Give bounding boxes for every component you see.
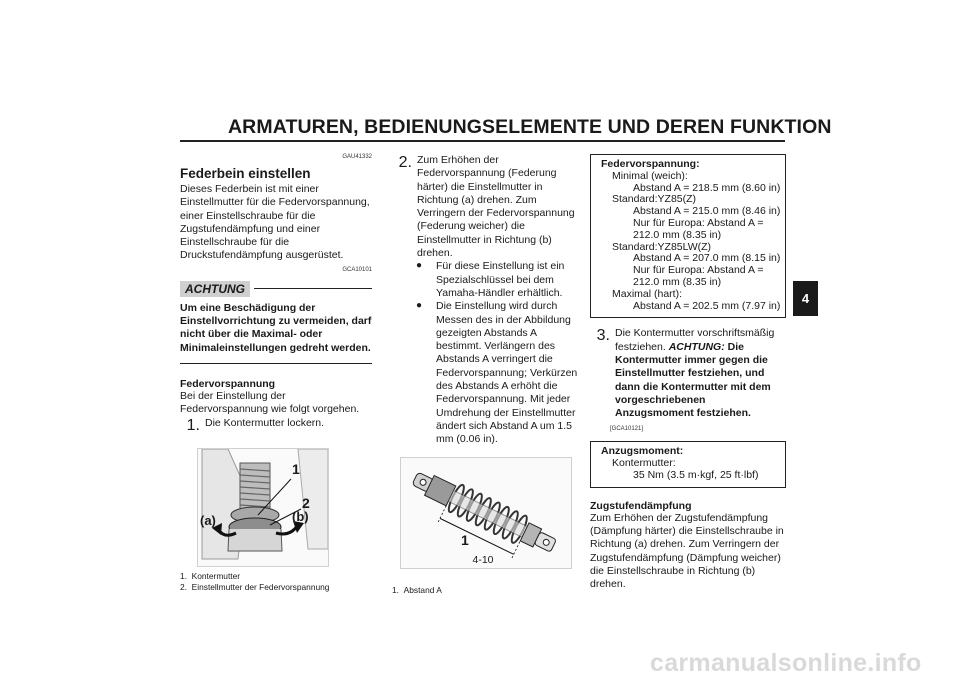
callout-distance-a: 1	[461, 531, 469, 548]
caption-text: Kontermutter	[191, 570, 241, 581]
figure-shock-absorber	[400, 457, 572, 569]
spec-value: Abstand A = 207.0 mm (8.15 in)	[633, 252, 781, 265]
spec-label: Minimal (weich):	[612, 169, 688, 182]
spec-label: Standard:YZ85(Z)	[612, 193, 697, 206]
spec-value: Nur für Europa: Abstand A = 212.0 mm (8.35 in)	[633, 264, 764, 288]
subhead-preload: Federvorspannung	[180, 377, 276, 390]
callout-a: (a)	[200, 512, 216, 528]
warning-code: GCA10101	[342, 266, 372, 273]
rebound-text: Zum Erhöhen der Zugstufendämpfung (Dämpfung härter) die Einstellschraube in Richtung (a) drehen. Zum Verringern der Zugstufendämpfung (Dämpfung weicher) die Einstellschraube in Richtung (b) drehen.	[590, 511, 784, 591]
column-right	[590, 154, 786, 592]
page-number: 4-10	[472, 554, 494, 566]
callout-2: 2	[302, 494, 310, 511]
step-3	[590, 327, 786, 420]
step-number: 2.	[398, 154, 412, 171]
figure-caption-1	[180, 571, 372, 593]
spec-title: Federvorspannung:	[601, 158, 700, 170]
watermark: carmanualsonline.info	[650, 649, 922, 677]
caution-text: Die Kontermutter immer gegen die Einstellmutter festziehen, und dann die Kontermutter mit dem vorgeschriebenen Anzugsmoment festziehen.	[615, 340, 771, 420]
shock-absorber-illustration	[401, 458, 571, 568]
column-left	[180, 154, 372, 593]
figure-locknut	[197, 448, 329, 567]
step-text	[615, 327, 786, 420]
warning-text: Um eine Beschädigung der Einstellvorrichtung zu vermeiden, darf nicht über die Maximal- oder Minimaleinstellungen gedreht werden.	[180, 301, 372, 354]
page-title: ARMATUREN, BEDIENUNGSELEMENTE UND DEREN FUNKTION	[228, 116, 832, 138]
step-2	[392, 154, 582, 260]
step-text: Die Kontermutter lockern.	[205, 416, 325, 429]
spec-value: Abstand A = 218.5 mm (8.60 in)	[633, 181, 781, 194]
caption-number: 1.	[392, 584, 399, 595]
bullet-dot: ●	[416, 300, 423, 312]
warning-header	[180, 281, 372, 297]
figure-caption-2	[392, 585, 582, 596]
intro-text: Dieses Federbein ist mit einer Einstellmutter für die Federvorspannung, einer Einstellschraube für die Zugstufendämpfung und einer Einstellschraube für die Druckstufendämpfung ausgerüstet.	[180, 183, 370, 262]
bullet-dot: ●	[416, 260, 423, 272]
preload-intro: Bei der Einstellung der Federvorspannung wie folgt vorgehen.	[180, 389, 360, 416]
torque-title: Anzugsmoment:	[601, 445, 684, 458]
step-text: Zum Erhöhen der Federvorspannung (Federung härter) die Einstellmutter in Richtung (a) drehen. Zum Verringern der Federvorspannung (Federung weicher) die Einstellmutter in Richtung (b) drehen.	[417, 154, 575, 260]
reference-code: GAU41332	[342, 154, 372, 160]
bullet-item	[392, 300, 582, 446]
callout-1: 1	[292, 460, 300, 477]
spec-label: Standard:YZ85LW(Z)	[612, 240, 712, 253]
chapter-tab[interactable]: 4	[793, 281, 818, 316]
step-number: 1.	[186, 416, 200, 434]
caption-number: 1.	[180, 570, 187, 581]
warning-end-rule	[180, 363, 372, 364]
spec-label: Maximal (hart):	[612, 287, 683, 300]
step-number: 3.	[596, 327, 610, 345]
step-1	[180, 417, 372, 435]
title-rule	[180, 140, 785, 142]
column-middle	[392, 154, 582, 596]
callout-b: (b)	[292, 508, 309, 524]
warning-badge: ACHTUNG	[180, 281, 250, 297]
warning-rule	[254, 288, 372, 289]
subhead-rebound: Zugstufendämpfung	[590, 499, 692, 512]
caption-text: Abstand A	[403, 584, 442, 595]
caution-label: ACHTUNG:	[668, 340, 725, 353]
spec-value: Nur für Europa: Abstand A = 212.0 mm (8.35 in)	[633, 216, 764, 241]
bullet-text: Die Einstellung wird durch Messen des in der Abbildung gezeigten Abstands A bestimmt. Verlängern des Abstands A verringert die Federvorspannung; Verkürzen des Abstands A erhöht die Federvorspannung. Mit jeder Umdrehung der Einstellmutter ändert sich Abstand A um 1.5 mm (0.06 in).	[436, 300, 578, 446]
caution-code: [GCA10121]	[610, 426, 644, 433]
bullet-text: Für diese Einstellung ist ein Spezialschlüssel bei dem Yamaha-Händler erhältlich.	[436, 260, 565, 299]
caption-number: 2.	[180, 581, 187, 592]
spec-box-preload	[590, 154, 786, 318]
spec-value: Abstand A = 202.5 mm (7.97 in)	[633, 299, 781, 312]
torque-value: 35 Nm (3.5 m·kgf, 25 ft·lbf)	[633, 469, 759, 482]
section-title: Federbein einstellen	[180, 166, 311, 181]
step-plain-text: Die Kontermutter vorschriftsmäßig festziehen.	[615, 327, 775, 353]
spec-box-torque	[590, 441, 786, 487]
spec-value: Abstand A = 215.0 mm (8.46 in)	[633, 205, 781, 218]
bullet-item	[392, 260, 582, 300]
torque-label: Kontermutter:	[612, 457, 676, 470]
caption-text: Einstellmutter der Federvorspannung	[191, 581, 330, 592]
